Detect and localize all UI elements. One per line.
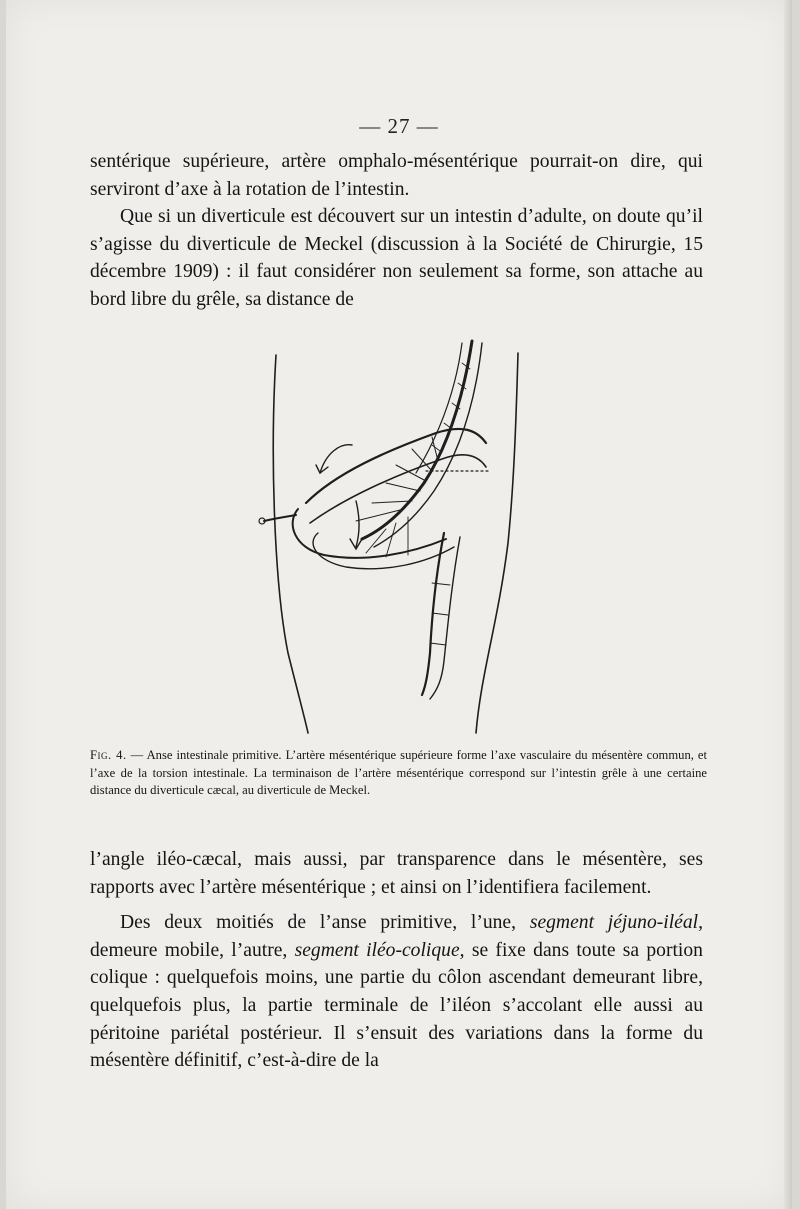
segment-ileo-colique-term: segment iléo-colique, [294,939,465,961]
paragraph-diverticule: Que si un diverticule est découvert sur un intestin d’adulte, on doute qu’il s’agisse du diverticule de Meckel (discussion à la Société de Chirurgie, 15 décembre 1909) : il faut considérer non seulement sa forme, son attache au bord libre du grêle, sa distance de [90,206,703,310]
paragraph-segments [90,909,703,1075]
segments-text-e: se fixe dans toute sa portion colique : quelquefois moins, une partie du côlon ascendant demeurant libre, quelquefois plus, la partie terminale de l’iléon s’accolant elle aussi au péritoine pariétal postérieur. Il s’ensuit des variations dans la forme du mésentère définitif, c’est-à-dire de la [90,939,703,1072]
figure-right-contour [476,353,518,733]
page-edge-shadow [784,0,792,1209]
body-text-bottom [90,846,703,1075]
segments-text-c: demeure mobile, l’autre, [90,939,295,961]
segment-jejuno-ileal-term: segment jéjuno-iléal, [529,912,704,934]
paragraph-continuation: sentérique supérieure, artère omphalo-mésentérique pourrait-on dire, qui serviront d’axe à la rotation de l’intestin. [90,151,703,200]
rotation-arrow-down [356,501,359,547]
document-page [6,0,792,1209]
body-text-top [90,148,703,314]
anatomical-figure [236,333,556,738]
intestinal-loop-upper [306,429,486,503]
figure-caption-text: — Anse intestinale primitive. L’artère mésentérique supérieure forme l’axe vasculaire du mésentère commun, et l’axe de la torsion intestinale. La terminaison de l’artère mésentérique correspond sur l’intestin grêle à une certaine distance du diverticule cæcal, au diverticule de Meckel. [90,748,707,797]
meckel-diverticulum [264,515,296,521]
page-number: — 27 — [359,114,439,138]
figure-label: Fig. 4. [90,748,127,762]
segments-text-a: Des deux moitiés de l’anse primitive, l’une, [120,912,530,934]
paragraph-identification: l’angle iléo-cæcal, mais aussi, par transparence dans le mésentère, ses rapports avec l’artère mésentérique ; et ainsi on l’identifiera facilement. [90,849,703,898]
figure-caption [90,747,707,800]
